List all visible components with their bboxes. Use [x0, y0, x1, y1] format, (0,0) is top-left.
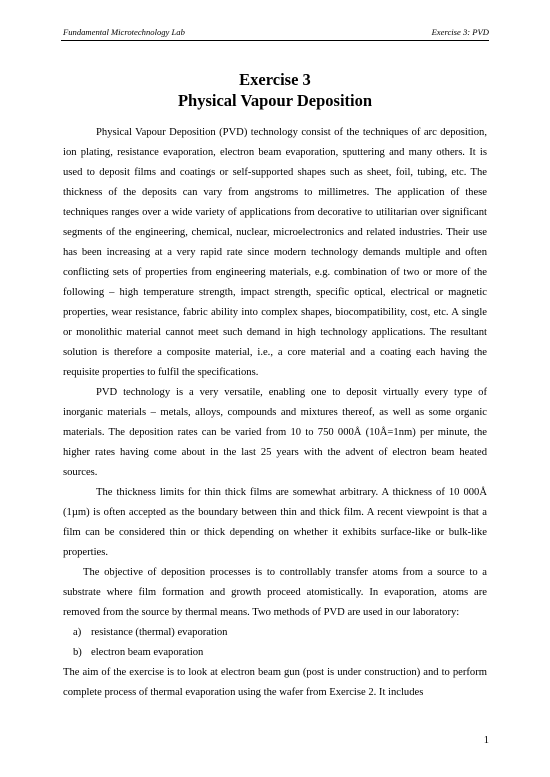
paragraph-thickness: The thickness limits for thin thick films are somewhat arbitrary. A thickness of 10 000Å (1µm) is often accepted as the boundary between thin and thick film. A recent viewpoint is that a film can be considered thin or thick depending on whether it exhibits surface-like or bulk-like properties. — [63, 487, 487, 558]
list-item — [63, 643, 487, 663]
list-marker: b) — [73, 647, 82, 658]
list-item-text: electron beam evaporation — [91, 647, 204, 658]
exercise-number-title: Exercise 3 — [239, 70, 311, 89]
list-item — [63, 623, 487, 643]
methods-list — [63, 623, 487, 663]
header-rule — [61, 40, 489, 41]
list-item-text: resistance (thermal) evaporation — [91, 627, 228, 638]
paragraph-objective: The objective of deposition processes is to controllably transfer atoms from a source to a substrate where film formation and growth proceed atomistically. In evaporation, atoms are removed from the source by thermal means. Two methods of PVD are used in our laboratory: — [63, 567, 487, 618]
page-number: 1 — [483, 735, 489, 746]
running-header-right: Exercise 3: PVD — [431, 27, 489, 37]
paragraph-intro: Physical Vapour Deposition (PVD) technology consist of the techniques of arc deposition, ion plating, resistance evaporation, electron beam evaporation, sputtering and many others. It is used to deposit films and coatings or self-supported shapes such as sheet, foil, tubing, etc. The thickness of the deposits can vary from angstroms to millimetres. The application of these techniques ranges over a wide variety of applications from decorative to utilitarian over significant segments of the engineering, chemical, nuclear, microelectronics and related industries. Their use has been increasing at a very rapid rate since modern technology demands multiple and often conflicting sets of properties from engineering materials, e.g. combination of two or more of the following – high temperature strength, impact strength, specific optical, electrical or magnetic properties, wear resistance, fabric ability into complex shapes, biocompatibility, cost, etc. A single or monolithic material cannot meet such demand in high technology applications. The resultant solution is therefore a composite material, i.e., a core material and a coating each having the requisite properties to fulfil the specifications. — [63, 127, 487, 378]
paragraph-versatility: PVD technology is a very versatile, enabling one to deposit virtually every type of inorganic materials – metals, alloys, compounds and mixtures thereof, as well as some organic materials. The deposition rates can be varied from 10 to 750 000Å (10Å=1nm) per minute, the higher rates having come about in the last 25 years with the advent of electron beam heated sources. — [63, 387, 487, 478]
list-marker: a) — [73, 627, 82, 638]
exercise-topic-title: Physical Vapour Deposition — [177, 91, 373, 110]
document-body — [63, 123, 487, 703]
running-header-left: Fundamental Microtechnology Lab — [63, 27, 185, 37]
paragraph-aim: The aim of the exercise is to look at electron beam gun (post is under construction) and to perform complete process of thermal evaporation using the wafer from Exercise 2. It includes — [63, 667, 487, 698]
